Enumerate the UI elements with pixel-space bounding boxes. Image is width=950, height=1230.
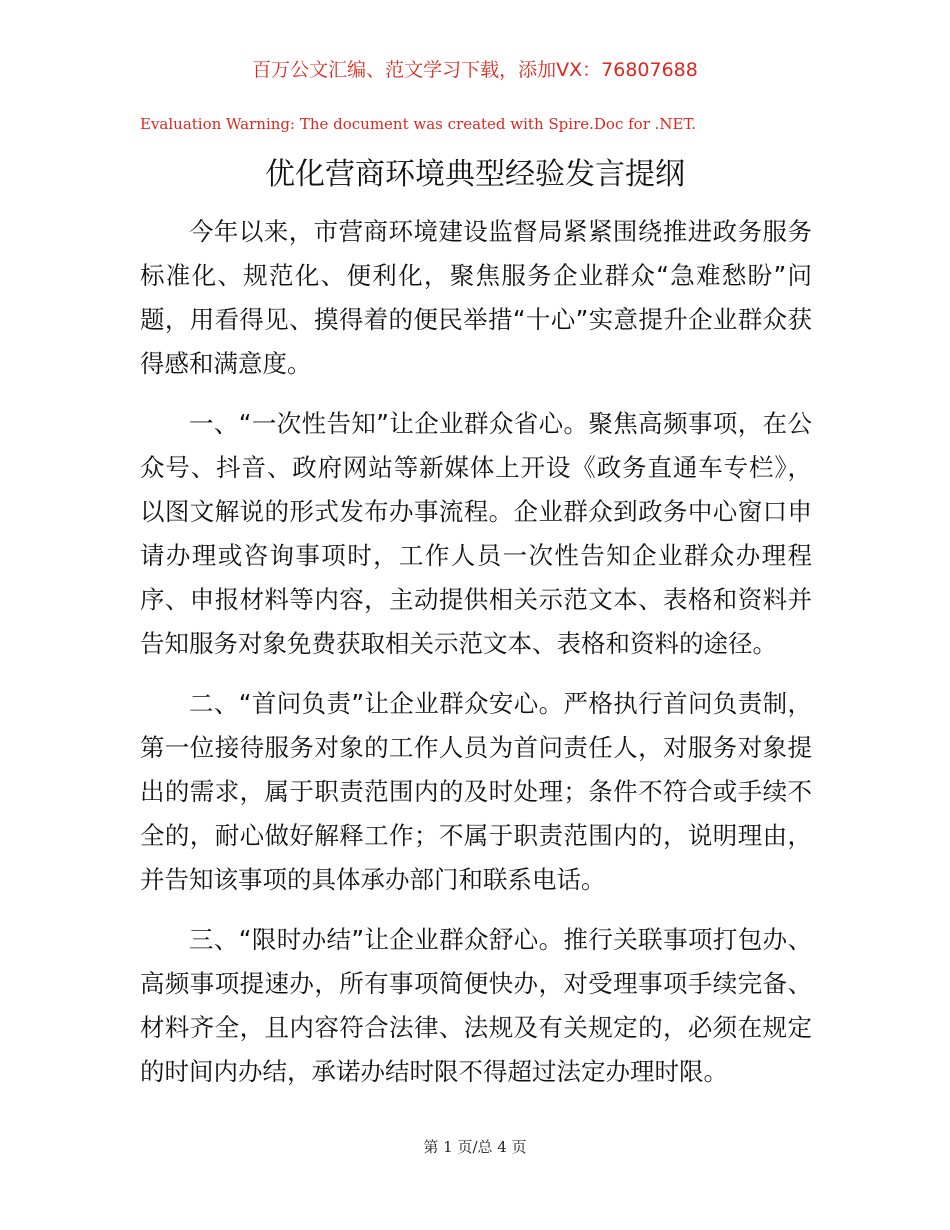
- paragraph-time-limit: 三、“限时办结”让企业群众舒心。推行关联事项打包办、高频事项提速办，所有事项简便快办，对受理事项手续完备、材料齐全，且内容符合法律、法规及有关规定的，必须在规定的时间内办结，承诺办结时限不得超过法定办理时限。: [140, 925, 812, 1086]
- promo-header: 百万公文汇编、范文学习下载，添加VX：76807688: [252, 59, 698, 81]
- document-title: 优化营商环境典型经验发言提纲: [265, 157, 685, 192]
- page-indicator: 第 1 页/总 4 页: [423, 1138, 527, 1156]
- evaluation-warning: Evaluation Warning: The document was created with Spire.Doc for .NET.: [140, 115, 697, 133]
- paragraph-first-inquiry: 二、“首问负责”让企业群众安心。严格执行首问负责制，第一位接待服务对象的工作人员为首问责任人，对服务对象提出的需求，属于职责范围内的及时处理；条件不符合或手续不全的，耐心做好解释工作；不属于职责范围内的，说明理由，并告知该事项的具体承办部门和联系电话。: [140, 689, 812, 894]
- paragraph-intro: 今年以来，市营商环境建设监督局紧紧围绕推进政务服务标准化、规范化、便利化，聚焦服务企业群众“急难愁盼”问题，用看得见、摸得着的便民举措“十心”实意提升企业群众获得感和满意度。: [140, 217, 812, 378]
- paragraph-one-time-notice: 一、“一次性告知”让企业群众省心。聚焦高频事项，在公众号、抖音、政府网站等新媒体上开设《政务直通车专栏》，以图文解说的形式发布办事流程。企业群众到政务中心窗口申请办理或咨询事项时，工作人员一次性告知企业群众办理程序、申报材料等内容，主动提供相关示范文本、表格和资料并告知服务对象免费获取相关示范文本、表格和资料的途径。: [140, 409, 812, 658]
- document-body: [140, 210, 812, 1110]
